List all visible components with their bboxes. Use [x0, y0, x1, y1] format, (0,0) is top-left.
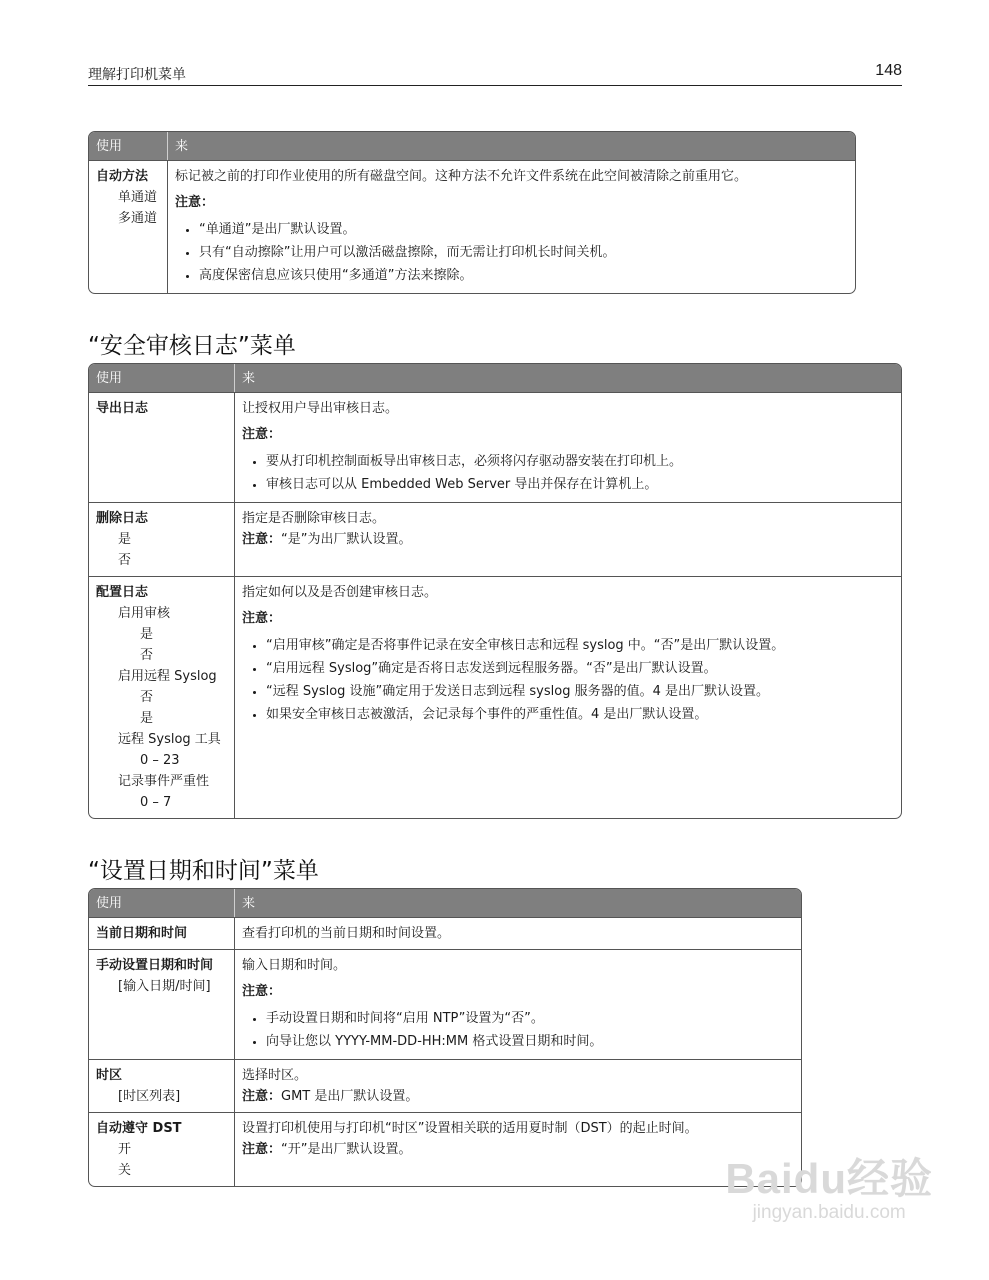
option-name: 自动方法 [96, 169, 149, 184]
page-number: 148 [875, 62, 902, 79]
watermark-brand: Baidu经验 [725, 1155, 933, 1202]
option-subitem: 启用审核 [118, 606, 171, 621]
table-row [89, 949, 801, 1059]
list-item: • 手动设置日期和时间将“启用 NTP”设置为“否”。 [266, 1008, 794, 1029]
option-value: 是 [118, 532, 132, 547]
description-cell [235, 576, 901, 818]
list-item: • 只有“自动擦除”让用户可以激活磁盘擦除，而无需让打印机长时间关机。 [199, 242, 848, 263]
option-value: 是 [140, 711, 154, 726]
description-cell [235, 1112, 801, 1186]
note-list [242, 1008, 794, 1052]
table-row [89, 917, 801, 949]
option-value: 否 [140, 690, 154, 705]
header-title: 理解打印机菜单 [88, 67, 186, 83]
list-item: • “启用审核”确定是否将事件记录在安全审核日志和远程 syslog 中。“否”是出厂默认设置。 [266, 635, 894, 656]
option-value: 0 – 7 [140, 795, 172, 810]
list-item: • “启用远程 Syslog”确定是否将日志发送到远程服务器。“否”是出厂默认设置。 [266, 658, 894, 679]
description: 让授权用户导出审核日志。 [242, 401, 399, 416]
list-item: • “远程 Syslog 设施”确定用于发送日志到远程 syslog 服务器的值。4 是出厂默认设置。 [266, 681, 894, 702]
option-value: [输入日期/时间] [118, 979, 211, 994]
column-header-use: 使用 [89, 889, 235, 917]
menu-item-cell [89, 1059, 235, 1112]
menu-item-cell [89, 160, 168, 293]
option-name: 自动遵守 DST [96, 1121, 182, 1136]
option-value: 否 [140, 648, 154, 663]
note-label: 注意： [242, 611, 282, 626]
description-cell [235, 502, 901, 576]
option-subitem: 远程 Syslog 工具 [118, 732, 221, 747]
description-cell [168, 160, 855, 293]
option-value: 是 [140, 627, 154, 642]
option-value: [时区列表] [118, 1089, 181, 1104]
security-audit-log-table [88, 363, 902, 819]
menu-item-cell [89, 392, 235, 502]
list-item: • 要从打印机控制面板导出审核日志，必须将闪存驱动器安装在打印机上。 [266, 451, 894, 472]
menu-item-cell [89, 1112, 235, 1186]
description-cell [235, 392, 901, 502]
option-subitem: 记录事件严重性 [118, 774, 210, 789]
section-title-date-time: “设置日期和时间”菜单 [88, 858, 319, 884]
list-item: • 向导让您以 YYYY-MM-DD-HH:MM 格式设置日期和时间。 [266, 1031, 794, 1052]
description: 输入日期和时间。 [242, 958, 347, 973]
note-text: “是”为出厂默认设置。 [281, 532, 412, 547]
table-row [89, 576, 901, 818]
note-label: 注意： [242, 984, 282, 999]
section-title-security-audit-log: “安全审核日志”菜单 [88, 333, 296, 359]
option-value: 单通道 [118, 190, 158, 205]
option-name: 删除日志 [96, 511, 149, 526]
table-row [89, 160, 855, 293]
description-cell [235, 1059, 801, 1112]
note-line [242, 1086, 794, 1107]
menu-item-cell [89, 576, 235, 818]
note-list [242, 635, 894, 725]
note-line [242, 529, 894, 550]
table-row [89, 502, 901, 576]
option-value: 否 [118, 553, 132, 568]
note-label: 注意： [242, 1142, 282, 1157]
option-name: 导出日志 [96, 401, 149, 416]
description: 设置打印机使用与打印机“时区”设置相关联的适用夏时制（DST）的起止时间。 [242, 1121, 698, 1136]
baidu-watermark [725, 1146, 933, 1224]
note-text: “开”是出厂默认设置。 [281, 1142, 412, 1157]
watermark-url: jingyan.baidu.com [752, 1202, 906, 1223]
option-name: 当前日期和时间 [96, 926, 188, 941]
note-text: GMT 是出厂默认设置。 [281, 1089, 419, 1104]
note-label: 注意： [175, 195, 215, 210]
note-list [242, 451, 894, 495]
column-header-use: 使用 [89, 132, 168, 160]
auto-method-table [88, 131, 856, 294]
column-header-for: 来 [168, 132, 855, 160]
description-cell [235, 949, 801, 1059]
table-row [89, 392, 901, 502]
option-value: 关 [118, 1163, 132, 1178]
description: 查看打印机的当前日期和时间设置。 [242, 926, 451, 941]
list-item: • 如果安全审核日志被激活，会记录每个事件的严重性值。4 是出厂默认设置。 [266, 704, 894, 725]
note-line [242, 1139, 794, 1160]
description: 指定如何以及是否创建审核日志。 [242, 585, 438, 600]
menu-item-cell [89, 502, 235, 576]
option-name: 手动设置日期和时间 [96, 958, 214, 973]
description-cell [235, 917, 801, 949]
column-header-use: 使用 [89, 364, 235, 392]
list-item: • 审核日志可以从 Embedded Web Server 导出并保存在计算机上。 [266, 474, 894, 495]
note-label: 注意： [242, 532, 282, 547]
column-header-for: 来 [235, 889, 801, 917]
option-name: 时区 [96, 1068, 123, 1083]
description: 标记被之前的打印作业使用的所有磁盘空间。这种方法不允许文件系统在此空间被清除之前重用它。 [175, 169, 748, 184]
note-label: 注意： [242, 427, 282, 442]
note-list [175, 219, 848, 286]
option-value: 多通道 [118, 211, 158, 226]
option-value: 0 – 23 [140, 753, 180, 768]
option-value: 开 [118, 1142, 132, 1157]
menu-item-cell [89, 917, 235, 949]
description: 选择时区。 [242, 1068, 308, 1083]
list-item: • 高度保密信息应该只使用“多通道”方法来擦除。 [199, 265, 848, 286]
list-item: • “单通道”是出厂默认设置。 [199, 219, 848, 240]
description: 指定是否删除审核日志。 [242, 511, 386, 526]
page-header [88, 62, 902, 86]
note-label: 注意： [242, 1089, 282, 1104]
column-header-for: 来 [235, 364, 901, 392]
date-time-table [88, 888, 802, 1187]
table-row [89, 1059, 801, 1112]
option-subitem: 启用远程 Syslog [118, 669, 217, 684]
table-row [89, 1112, 801, 1186]
menu-item-cell [89, 949, 235, 1059]
option-name: 配置日志 [96, 585, 149, 600]
